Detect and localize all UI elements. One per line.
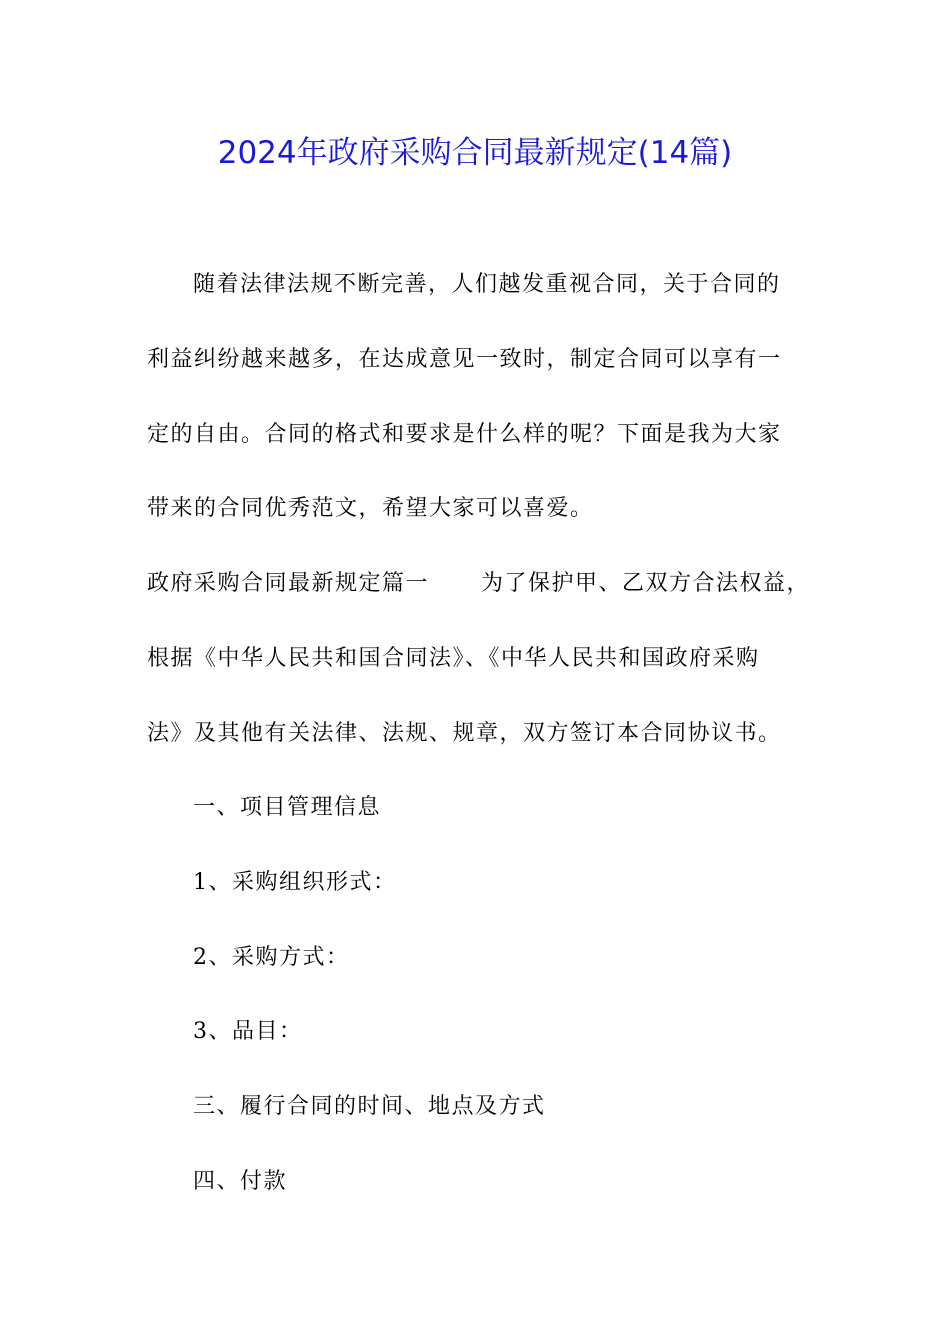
item-project-info: 一、项目管理信息: [193, 795, 382, 820]
item-procurement-method: 2、采购方式：: [193, 945, 350, 970]
section-line-2: 根据《中华人民共和国合同法》、《中华人民共和国政府采购: [147, 646, 760, 671]
section-line-1: 为了保护甲、乙双方合法权益，: [481, 571, 811, 596]
section-first-line: [147, 566, 810, 602]
item-payment: 四、付款: [193, 1169, 288, 1194]
document-title: 2024年政府采购合同最新规定(14篇): [217, 135, 733, 171]
item-performance: 三、履行合同的时间、地点及方式: [193, 1094, 546, 1119]
intro-line-2: 利益纠纷越来越多，在达成意见一致时，制定合同可以享有一: [147, 347, 782, 372]
section-line-3: 法》及其他有关法律、法规、规章，双方签订本合同协议书。: [147, 721, 782, 746]
intro-line-3: 定的自由。合同的格式和要求是什么样的呢？下面是我为大家: [147, 422, 782, 447]
intro-line-4: 带来的合同优秀范文，希望大家可以喜爱。: [147, 496, 594, 521]
section-heading: 政府采购合同最新规定篇一: [147, 571, 430, 596]
intro-line-1: 随着法律法规不断完善，人们越发重视合同，关于合同的: [193, 272, 781, 297]
item-category: 3、品目：: [193, 1019, 303, 1044]
item-procurement-form: 1、采购组织形式：: [193, 870, 397, 895]
